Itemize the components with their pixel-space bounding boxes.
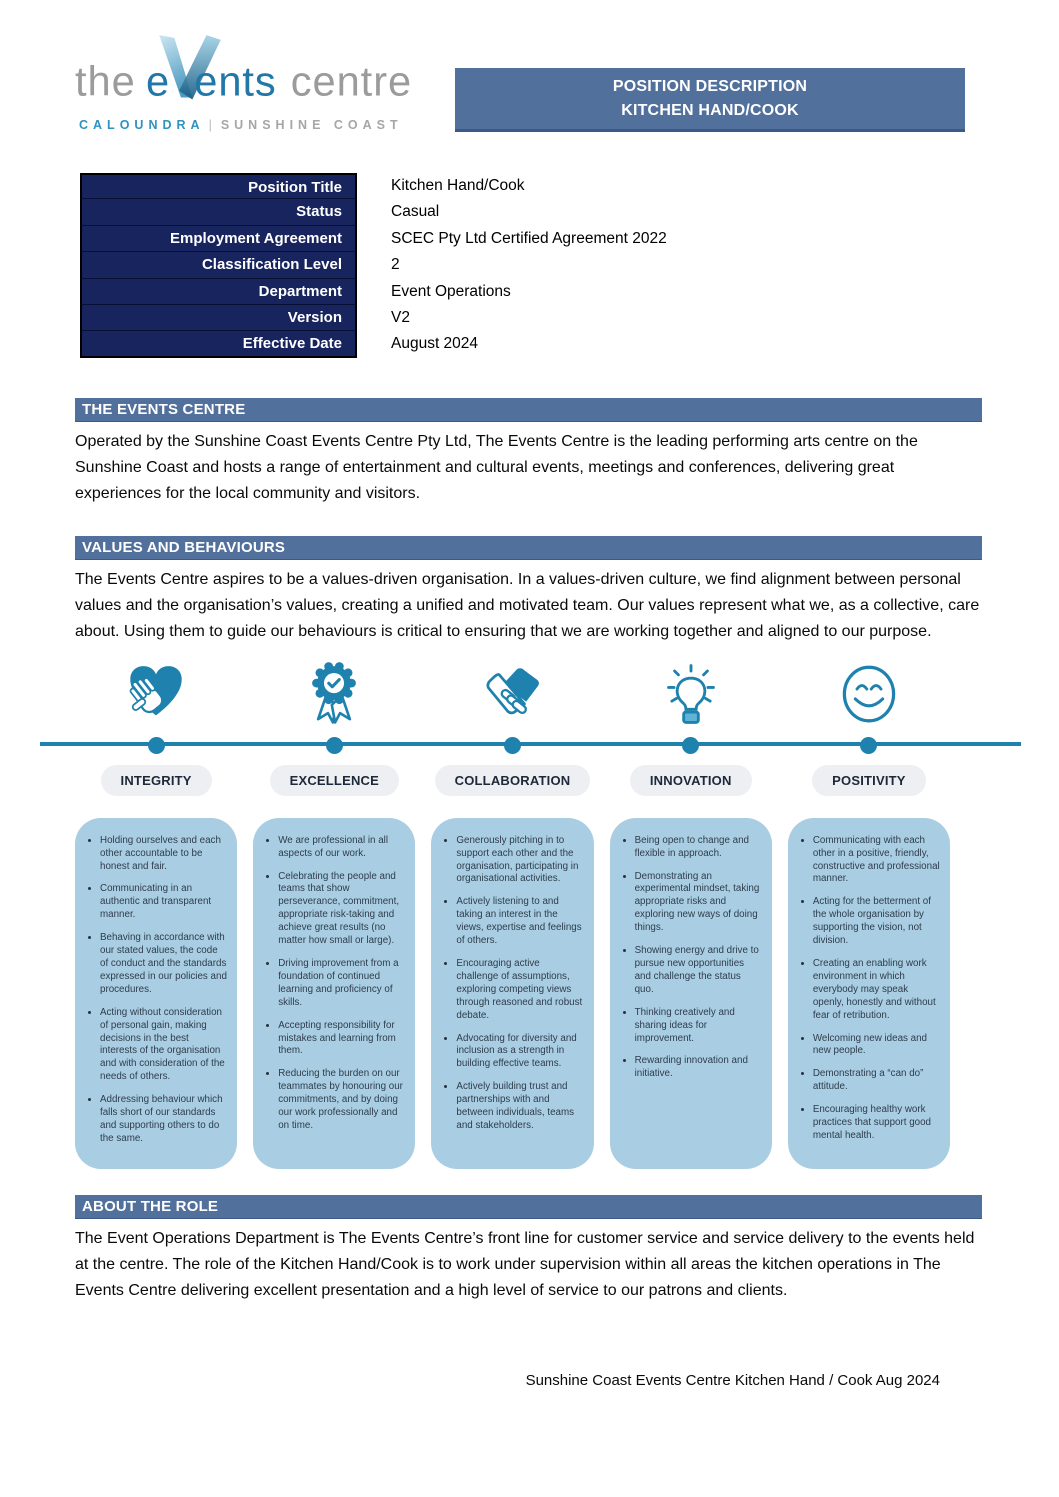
position-info-table (80, 173, 982, 358)
values-columns (75, 657, 950, 1169)
info-label: Classification Level (80, 252, 357, 278)
smiley-icon (833, 657, 905, 729)
info-label: Effective Date (80, 331, 357, 357)
section-body-about-role: The Event Operations Department is The Events Centre’s front line for customer service and service delivery to the events held at the centre. The role of the Kitchen Hand/Cook is to work under supervision within all areas the kitchen operations in The Events Centre delivering excellent presentation and a high level of service to our patrons and clients. (75, 1229, 975, 1299)
value-bullets (83, 834, 227, 1146)
value-label: EXCELLENCE (270, 765, 399, 796)
timeline-dot (148, 737, 165, 754)
info-value: Casual (391, 203, 440, 221)
value-bullet: • Demonstrating an experimental mindset, taking appropriate risks and exploring new ways of doing things. (635, 870, 762, 936)
value-bullet: • Encouraging healthy work practices that support good mental health. (813, 1103, 940, 1143)
value-bullet: • Addressing behaviour which falls short of our standards and supporting others to do the same. (100, 1093, 227, 1146)
value-column-positivity (788, 657, 950, 1169)
value-bullet: • Generously pitching in to support each other and the organisation, participating in organisational activities. (456, 834, 583, 887)
timeline-dot (860, 737, 877, 754)
value-card (431, 818, 593, 1169)
value-bullets (261, 834, 405, 1133)
section-header-values: VALUES AND BEHAVIOURS (75, 536, 982, 560)
value-bullet: • Thinking creatively and sharing ideas for improvement. (635, 1006, 762, 1046)
info-label: Status (80, 199, 357, 225)
award-icon (298, 657, 370, 729)
info-value: V2 (391, 308, 410, 326)
value-card (610, 818, 772, 1169)
value-bullet: • Holding ourselves and each other accountable to be honest and fair. (100, 834, 227, 874)
timeline-dot (326, 737, 343, 754)
value-bullets (439, 834, 583, 1133)
value-bullet: • Driving improvement from a foundation of continued learning and proficiency of skills. (278, 957, 405, 1010)
value-bullet: • Creating an enabling work environment in which everybody may speak openly, honestly and without fear of retribution. (813, 957, 940, 1023)
value-bullets (796, 834, 940, 1143)
timeline-dot (504, 737, 521, 754)
value-bullet: • Demonstrating a “can do” attitude. (813, 1067, 940, 1094)
value-label: POSITIVITY (812, 765, 926, 796)
heart-hand-icon (120, 657, 192, 729)
value-bullet: • Encouraging active challenge of assumptions, exploring competing views through reasoned and robust debate. (456, 957, 583, 1023)
section-body-events-centre: Operated by the Sunshine Coast Events Centre Pty Ltd, The Events Centre is the leading performing arts centre on the Sunshine Coast and hosts a range of entertainment and cultural events, meetings and conferences, delivering great experiences for the local community and visitors. (75, 432, 918, 502)
value-column-integrity (75, 657, 237, 1169)
value-label: COLLABORATION (435, 765, 591, 796)
info-table-row (80, 199, 982, 225)
value-bullet: • Showing energy and drive to pursue new opportunities and challenge the status quo. (635, 944, 762, 997)
value-column-excellence (253, 657, 415, 1169)
info-label: Employment Agreement (80, 226, 357, 252)
value-bullet: • Celebrating the people and teams that show perseverance, commitment, appropriate risk-taking and achieve great results (no matter how small or large). (278, 870, 405, 948)
value-card (788, 818, 950, 1169)
info-label: Position Title (80, 173, 357, 199)
value-bullet: • Being open to change and flexible in approach. (635, 834, 762, 861)
logo-word-e: e (145, 57, 170, 105)
info-value: 2 (391, 256, 400, 274)
value-bullet: • Reducing the burden on our teammates by honouring our commitments, and by doing our work professionally and on time. (278, 1067, 405, 1133)
value-bullet: • We are professional in all aspects of our work. (278, 834, 405, 861)
section-header-events-centre: THE EVENTS CENTRE (75, 398, 982, 422)
position-title-banner (455, 68, 965, 132)
value-column-innovation (610, 657, 772, 1169)
value-label: INNOVATION (630, 765, 752, 796)
value-bullet: • Behaving in accordance with our stated values, the code of conduct and the standards expressed in our policies and procedures. (100, 931, 227, 997)
timeline-dot (682, 737, 699, 754)
document-header (0, 0, 1059, 135)
value-bullet: • Accepting responsibility for mistakes and learning from them. (278, 1019, 405, 1059)
section-body-values: The Events Centre aspires to be a values-driven organisation. In a values-driven culture, we find alignment between personal values and the organisation’s values, creating a unified and motivated team. Our values represent what we, as a collective, care about. Using them to guide our behaviours is critical to ensuring that we are working together and aligned to our purpose. (75, 570, 980, 640)
info-table-row (80, 305, 982, 331)
value-bullets (618, 834, 762, 1082)
logo-word-the: the (75, 57, 136, 105)
value-bullet: • Actively listening to and taking an interest in the views, expertise and feelings of others. (456, 895, 583, 948)
info-label: Version (80, 305, 357, 331)
values-diagram (75, 657, 982, 1169)
info-value: SCEC Pty Ltd Certified Agreement 2022 (391, 229, 667, 247)
value-bullet: • Advocating for diversity and inclusion as a strength in building effective teams. (456, 1032, 583, 1072)
info-label: Department (80, 279, 357, 305)
value-bullet: • Communicating with each other in a positive, friendly, constructive and professional manner. (813, 834, 940, 887)
value-card (75, 818, 237, 1169)
info-table-row (80, 226, 982, 252)
tagline-separator: | (208, 118, 217, 132)
section-header-about-role: ABOUT THE ROLE (75, 1195, 982, 1219)
tagline-caloundra: CALOUNDRA (79, 118, 205, 132)
value-card (253, 818, 415, 1169)
value-label: INTEGRITY (101, 765, 212, 796)
info-value: August 2024 (391, 335, 479, 353)
info-table-row (80, 331, 982, 357)
footer-text: Sunshine Coast Events Centre Kitchen Hand / Cook Aug 2024 (525, 1372, 940, 1389)
value-bullet: • Communicating in an authentic and transparent manner. (100, 882, 227, 922)
handshake-icon (477, 657, 549, 729)
logo-word-ents: ents (194, 57, 277, 105)
banner-line-1: POSITION DESCRIPTION (612, 78, 808, 95)
info-table-row (80, 279, 982, 305)
info-table-row (80, 173, 982, 199)
info-value: Kitchen Hand/Cook (391, 177, 525, 194)
value-bullet: • Acting without consideration of personal gain, making decisions in the best interests of the organisation and with consideration of the needs of others. (100, 1006, 227, 1084)
value-bullet: • Welcoming new ideas and new people. (813, 1032, 940, 1059)
value-bullet: • Acting for the betterment of the whole organisation by supporting the vision, not division. (813, 895, 940, 948)
info-table-row (80, 252, 982, 278)
value-bullet: • Actively building trust and partnerships with and between individuals, teams and stakeholders. (456, 1080, 583, 1133)
value-column-collaboration (431, 657, 593, 1169)
logo-wordmark-icon (75, 35, 427, 109)
tagline-sunshine-coast: SUNSHINE COAST (220, 118, 403, 132)
logo-tagline (75, 118, 435, 132)
lightbulb-icon (655, 657, 727, 729)
events-centre-logo (75, 35, 435, 132)
logo-word-centre: centre (290, 57, 413, 105)
banner-line-2: KITCHEN HAND/COOK (621, 102, 799, 119)
value-bullet: • Rewarding innovation and initiative. (635, 1054, 762, 1081)
info-value: Event Operations (391, 282, 511, 300)
